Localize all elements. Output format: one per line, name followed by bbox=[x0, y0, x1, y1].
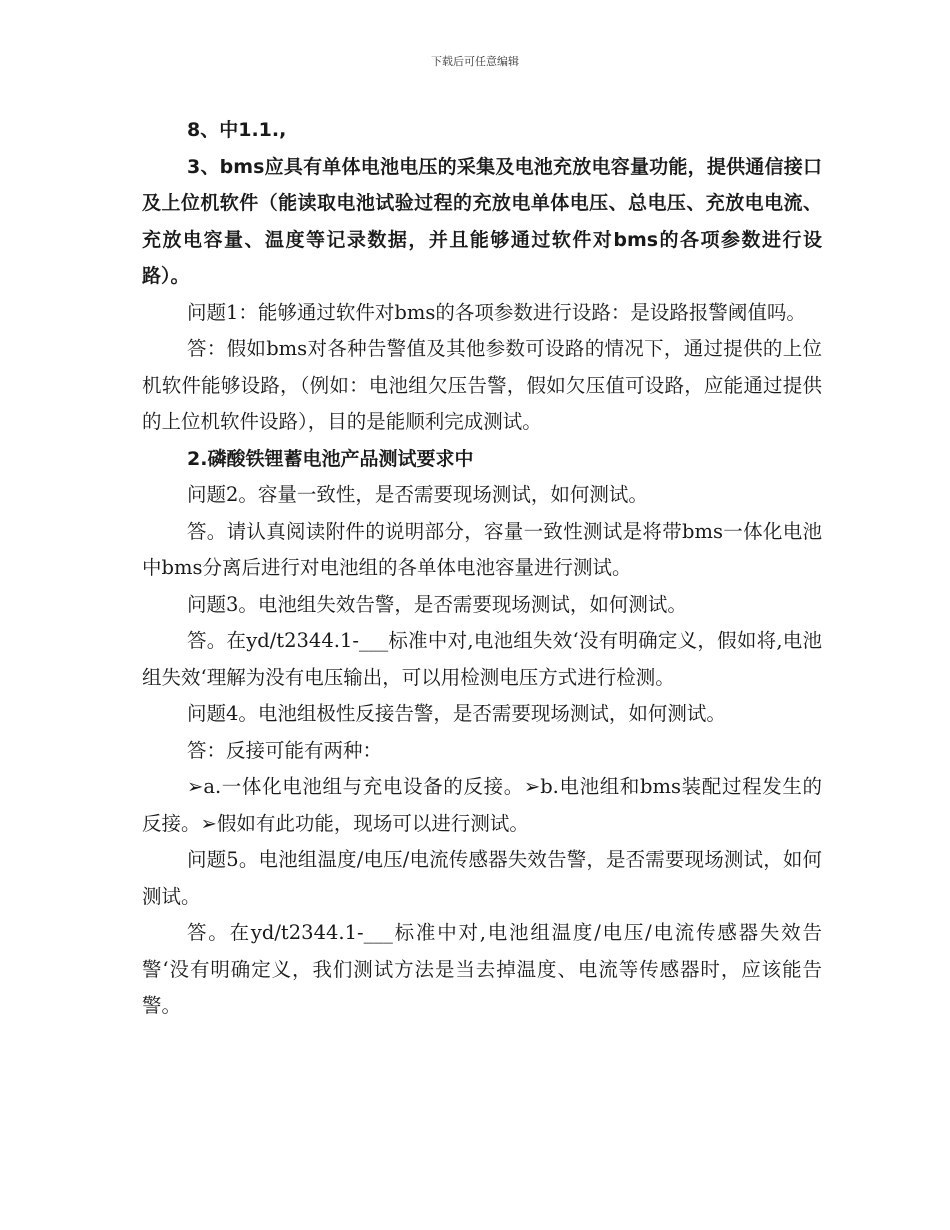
answer-paragraph: 答：反接可能有两种： bbox=[187, 738, 383, 762]
answer-paragraph: 答。请认真阅读附件的说明部分，容量一致性测试是将带bms一体化电池中bms分离后进行对电池组的各单体电池容量进行测试。 bbox=[142, 519, 822, 579]
answer-paragraph: 答。在yd/t2344.1-___标准中对,电池组温度/电压/电流传感器失效告警‘没有明确定义，我们测试方法是当去掉温度、电流等传感器时，应该能告警。 bbox=[142, 921, 822, 1017]
answer-paragraph: 答。在yd/t2344.1-___标准中对,电池组失效‘没有明确定义，假如将,电池组失效‘理解为没有电压输出，可以用检测电压方式进行检测。 bbox=[142, 629, 822, 689]
document-body bbox=[142, 112, 822, 1025]
section-heading: 8、中1.1., bbox=[187, 119, 287, 141]
question-paragraph: 问题4。电池组极性反接告警，是否需要现场测试，如何测试。 bbox=[187, 702, 726, 725]
list-paragraph: ➢a.一体化电池组与充电设备的反接。➢b.电池组和bms装配过程发生的反接。➢假如有此功能，现场可以进行测试。 bbox=[142, 775, 822, 835]
question-paragraph: 问题1：能够通过软件对bms的各项参数进行设路：是设路报警阈值吗。 bbox=[187, 300, 806, 324]
section-heading: 2.磷酸铁锂蓄电池产品测试要求中 bbox=[187, 447, 474, 470]
requirement-paragraph: 3、bms应具有单体电池电压的采集及电池充放电容量功能，提供通信接口及上位机软件（能读取电池试验过程的充放电单体电压、总电压、充放电电流、充放电容量、温度等记录数据，并且能够通过软件对bms的各项参数进行设路）。 bbox=[142, 155, 822, 287]
answer-paragraph: 答：假如bms对各种告警值及其他参数可设路的情况下，通过提供的上位机软件能够设路，（例如：电池组欠压告警，假如欠压值可设路，应能通过提供的上位机软件设路），目的是能顺利完成测试。 bbox=[142, 337, 822, 433]
page-header: 下载后可任意编辑 bbox=[431, 55, 519, 68]
question-paragraph: 问题2。容量一致性，是否需要现场测试，如何测试。 bbox=[187, 483, 648, 506]
question-paragraph: 问题3。电池组失效告警，是否需要现场测试，如何测试。 bbox=[187, 592, 687, 616]
question-paragraph: 问题5。电池组温度/电压/电流传感器失效告警，是否需要现场测试，如何测试。 bbox=[142, 848, 822, 908]
